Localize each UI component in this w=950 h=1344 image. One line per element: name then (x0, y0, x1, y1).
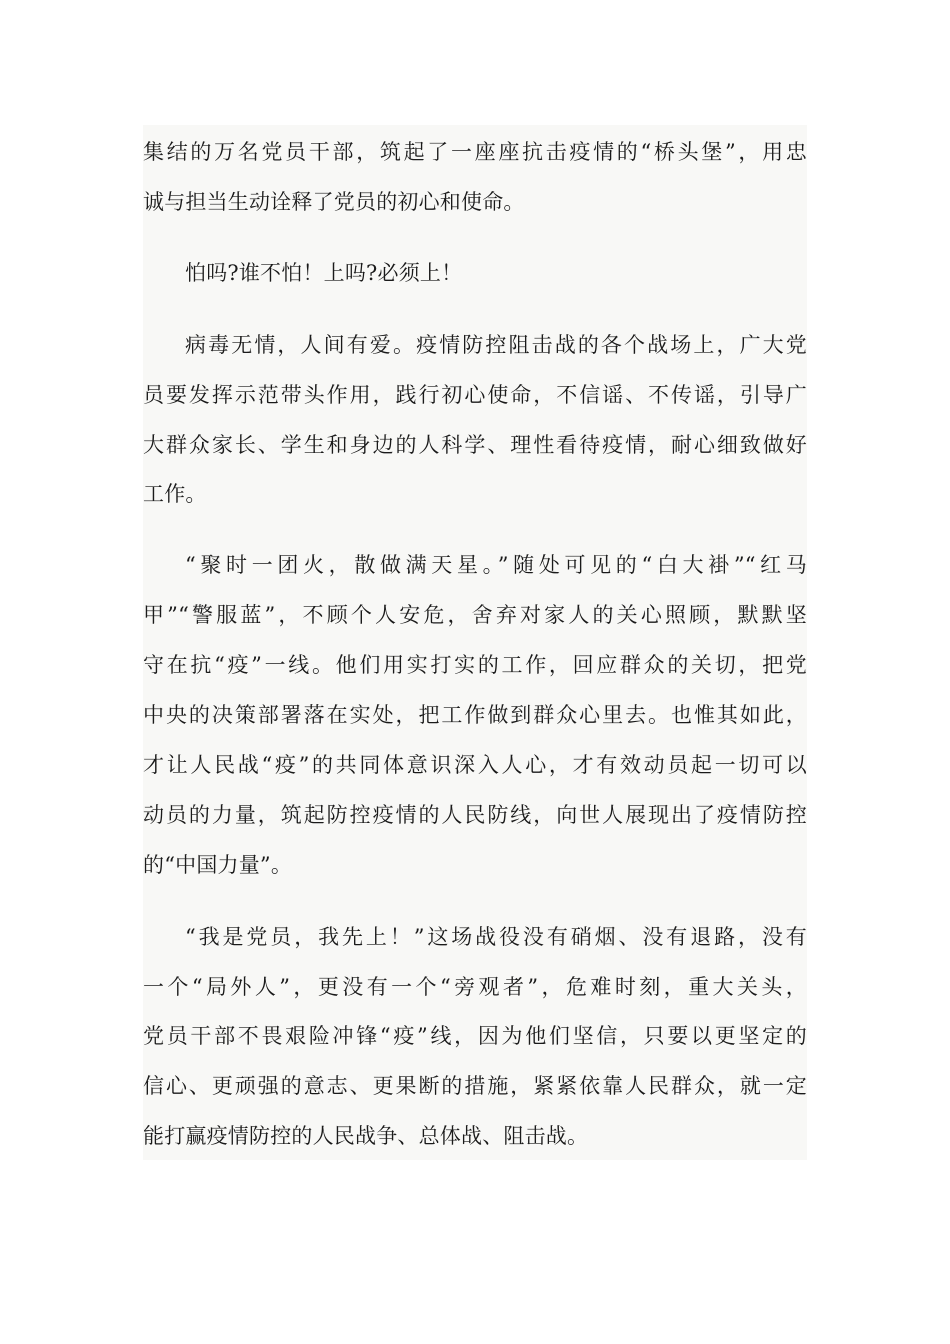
text-line: 员要发挥示范带头作用，践行初心使命，不信谣、不传谣，引导广 (143, 383, 807, 407)
text-line: 才让人民战“疫”的共同体意识深入人心，才有效动员起一切可以 (143, 753, 807, 777)
text-line: 诚与担当生动诠释了党员的初心和使命。 (143, 190, 525, 214)
text-line: 的“中国力量”。 (143, 853, 293, 877)
text-line: 信心、更顽强的意志、更果断的措施，紧紧依靠人民群众，就一定 (143, 1074, 807, 1098)
text-block (143, 125, 807, 1160)
text-line: 中央的决策部署落在实处，把工作做到群众心里去。也惟其如此， (143, 703, 807, 727)
text-line: 工作。 (143, 482, 207, 506)
text-line: 病毒无情，人间有爱。疫情防控阻击战的各个战场上，广大党 (185, 333, 807, 357)
text-line: “聚时一团火，散做满天星。”随处可见的“白大褂”“红马 (185, 553, 807, 577)
text-line: 守在抗“疫”一线。他们用实打实的工作，回应群众的关切，把党 (143, 653, 807, 677)
text-line: 一个“局外人”，更没有一个“旁观者”，危难时刻，重大关头， (143, 975, 807, 999)
text-line: 党员干部不畏艰险冲锋“疫”线，因为他们坚信，只要以更坚定的 (143, 1024, 807, 1048)
text-line: 大群众家长、学生和身边的人科学、理性看待疫情，耐心细致做好 (143, 433, 807, 457)
text-line: 怕吗?谁不怕！上吗?必须上！ (185, 261, 463, 285)
text-line: 集结的万名党员干部，筑起了一座座抗击疫情的“桥头堡”，用忠 (143, 140, 807, 164)
text-line: 甲”“警服蓝”，不顾个人安危，舍弃对家人的关心照顾，默默坚 (143, 603, 807, 627)
text-line: “我是党员，我先上！”这场战役没有硝烟、没有退路，没有 (185, 925, 807, 949)
text-line: 动员的力量，筑起防控疫情的人民防线，向世人展现出了疫情防控 (143, 803, 807, 827)
text-line: 能打赢疫情防控的人民战争、总体战、阻击战。 (143, 1124, 589, 1148)
